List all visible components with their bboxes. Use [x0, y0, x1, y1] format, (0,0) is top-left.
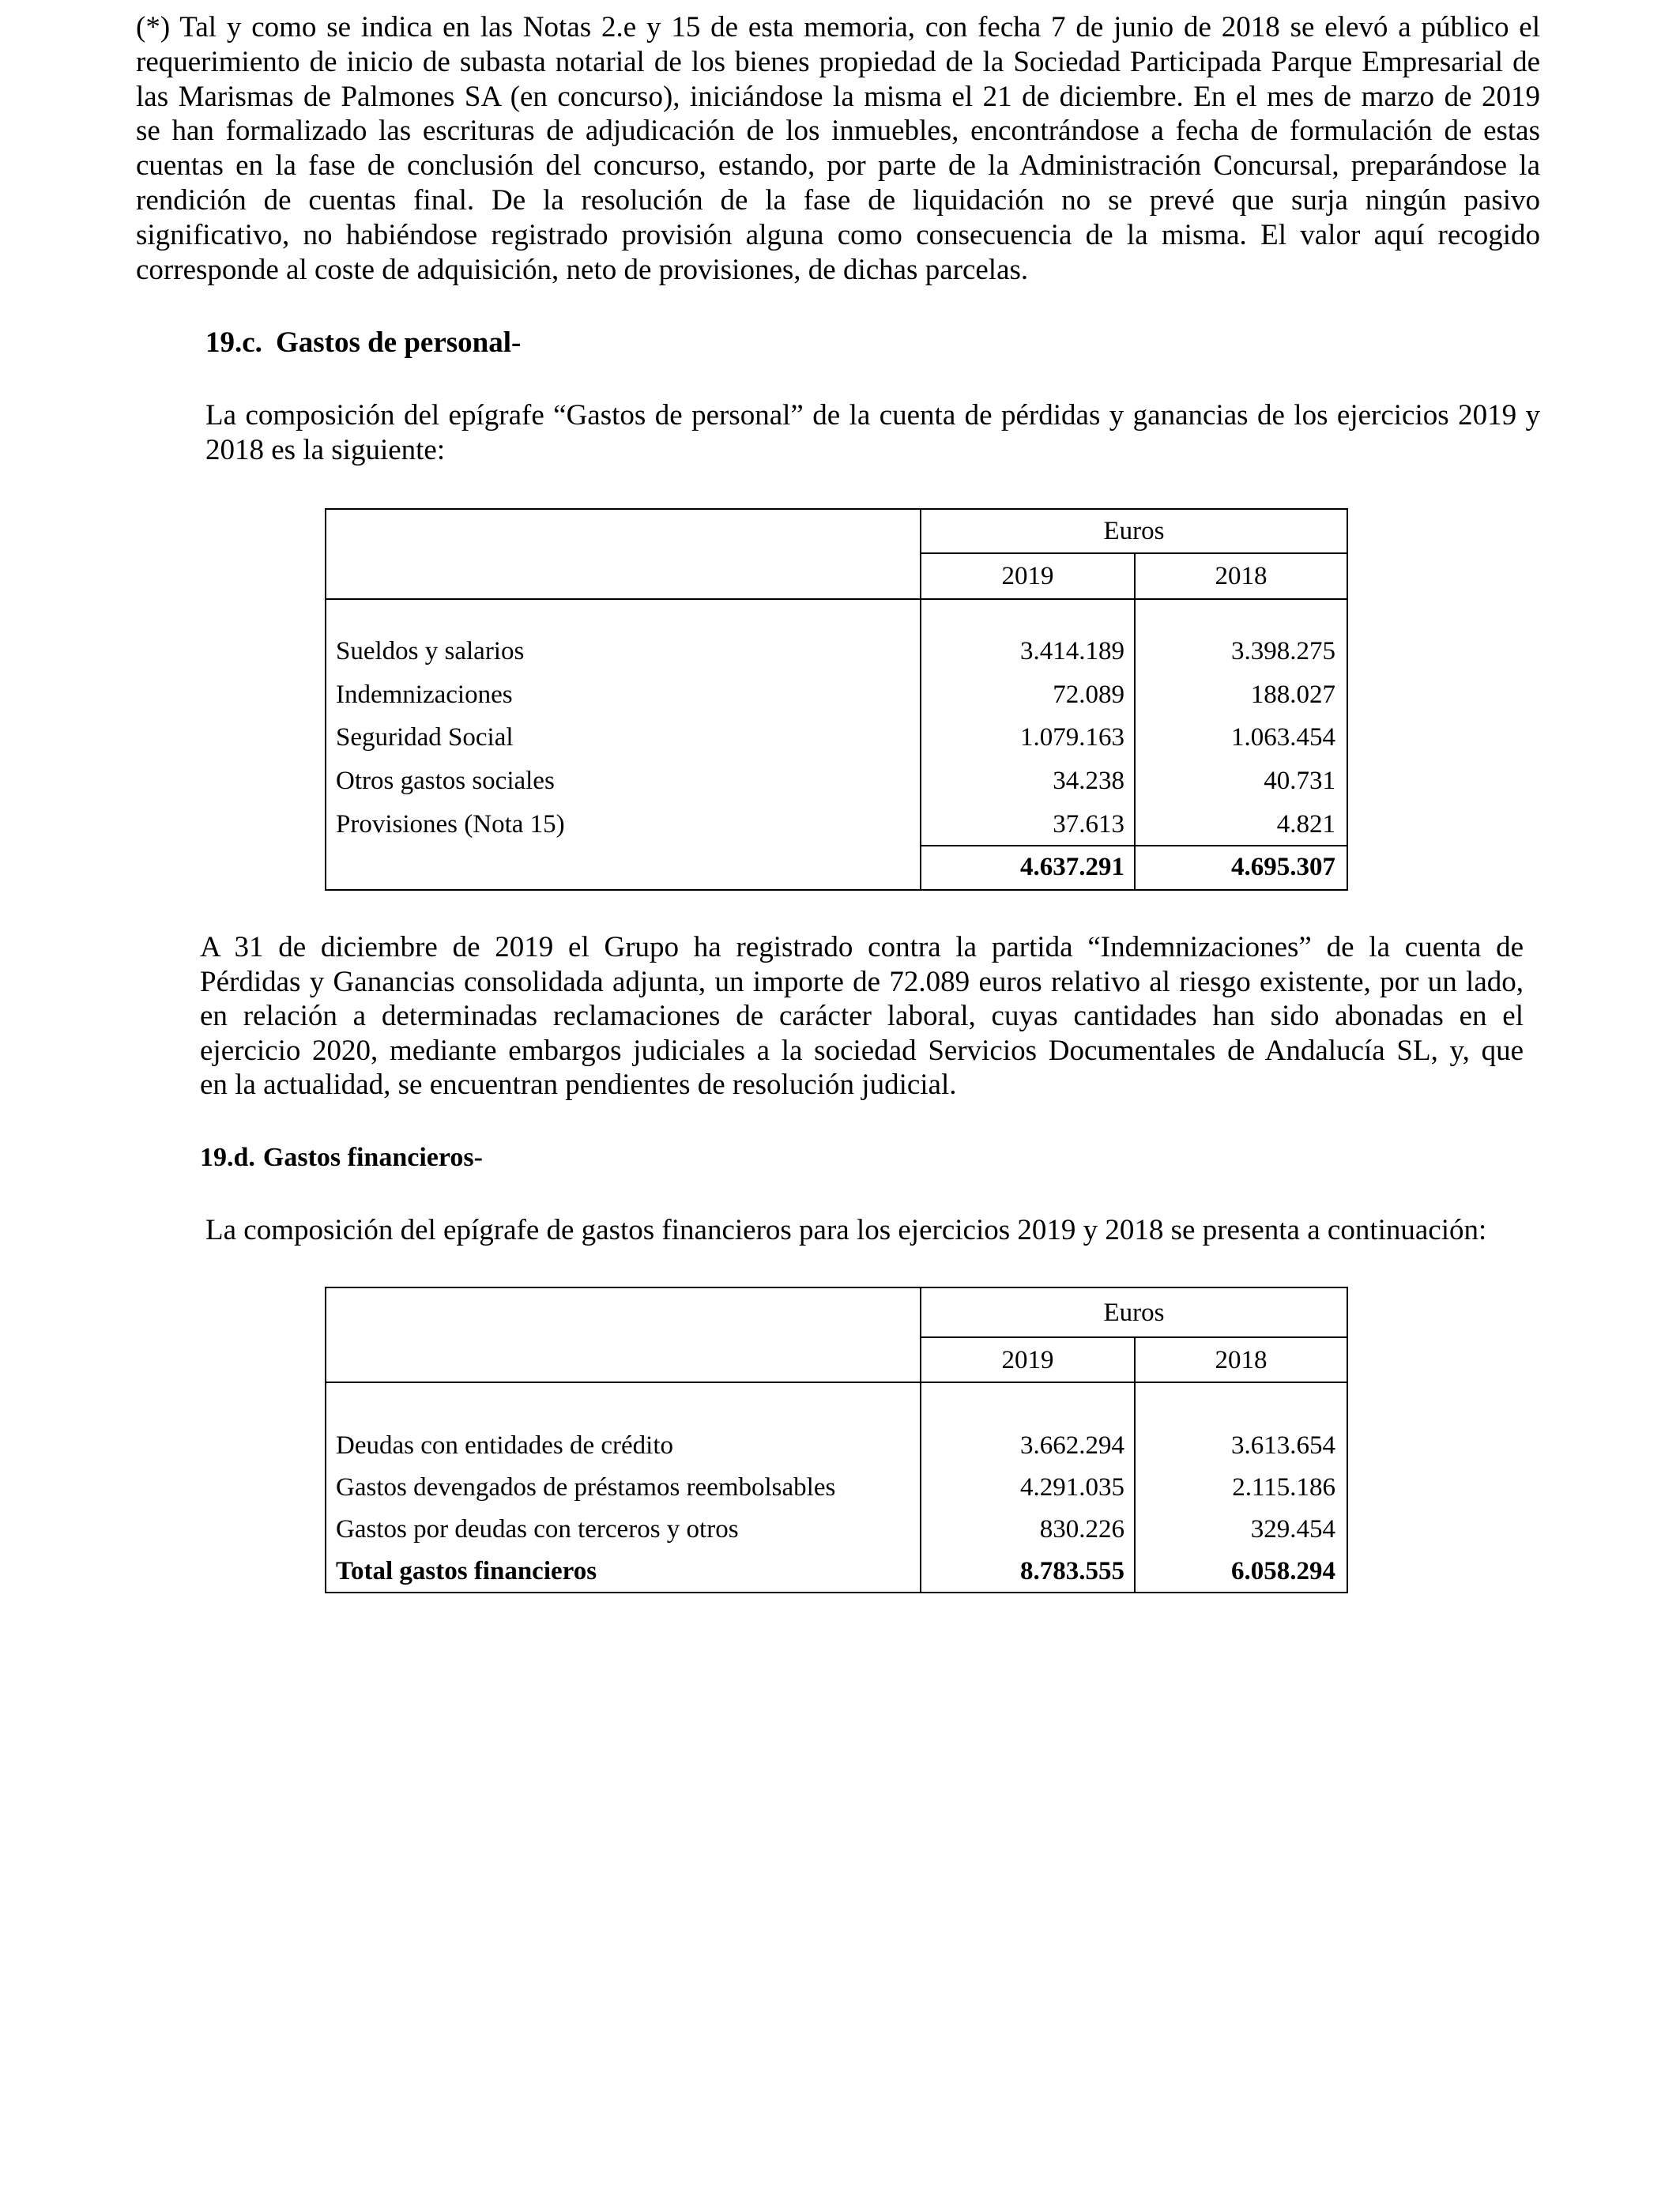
paragraph-line: ejercicio 2020, mediante embargos judiciales a la sociedad Servicios Documentales de Andalucía SL, y, que	[200, 1034, 1524, 1067]
table-body	[326, 630, 1347, 889]
paragraph-line: las Marismas de Palmones SA (en concurso), iniciándose la misma el 21 de diciembre. En el mes de marzo de 2019	[136, 80, 1540, 113]
value-2019: 1.079.163	[1020, 723, 1124, 752]
value-2019: 37.613	[1053, 809, 1124, 839]
paragraph-line: cuentas en la fase de conclusión del concurso, estando, por parte de la Administración Concursal, preparándose la	[136, 149, 1540, 183]
currency-header: Euros	[1103, 517, 1165, 545]
value-2019: 830.226	[1039, 1514, 1124, 1544]
value-2018: 3.613.654	[1231, 1431, 1335, 1460]
table-row	[326, 760, 1347, 803]
value-2019: 3.414.189	[1020, 637, 1124, 666]
table-rule	[326, 1382, 1347, 1383]
paragraph-line: corresponde al coste de adquisición, neto de provisiones, de dichas parcelas.	[136, 253, 1029, 286]
personnel-expenses-table	[325, 508, 1348, 891]
section-number: 19.d.	[200, 1143, 255, 1172]
total-2018: 6.058.294	[1231, 1557, 1335, 1586]
financial-expenses-table	[325, 1287, 1348, 1593]
value-2018: 40.731	[1264, 767, 1335, 796]
footnote-paragraph	[136, 10, 1540, 287]
table-row	[326, 802, 1347, 846]
table-rule	[326, 598, 1347, 600]
paragraph-line: se han formalizado las escrituras de adjudicación de los inmuebles, encontrándose a fecha de formulación de estas	[136, 115, 1540, 148]
paragraph-line: en relación a determinadas reclamaciones de carácter laboral, cuyas cantidades han sido abonadas en el	[200, 1000, 1524, 1032]
year-header-2018: 2018	[1215, 1345, 1268, 1374]
value-2018: 1.063.454	[1231, 723, 1335, 752]
total-2018: 4.695.307	[1231, 853, 1335, 882]
paragraph-line: 2018 es la siguiente:	[205, 434, 446, 466]
section-intro	[205, 398, 1540, 468]
row-label: Indemnizaciones	[336, 680, 513, 709]
row-label: Gastos por deudas con terceros y otros	[336, 1514, 739, 1544]
total-row	[326, 846, 1347, 889]
section-title: Gastos de personal-	[275, 326, 522, 359]
paragraph-line: La composición del epígrafe “Gastos de personal” de la cuenta de pérdidas y ganancias de los ejercicios 2019 y	[205, 399, 1540, 432]
value-2019: 3.662.294	[1020, 1431, 1124, 1460]
indemnities-note	[200, 930, 1524, 1103]
table-row	[326, 673, 1347, 717]
row-label: Otros gastos sociales	[336, 767, 555, 796]
section-heading	[200, 1142, 483, 1174]
section-title: Gastos financieros-	[262, 1143, 483, 1172]
value-2018: 4.821	[1276, 809, 1335, 839]
total-2019: 4.637.291	[1020, 853, 1124, 882]
value-2018: 188.027	[1250, 680, 1335, 709]
section-intro: La composición del epígrafe de gastos financieros para los ejercicios 2019 y 2018 se presenta a continuación:	[205, 1214, 1487, 1246]
section-number: 19.c.	[205, 326, 262, 359]
year-header-2018: 2018	[1215, 562, 1268, 590]
currency-header: Euros	[1103, 1298, 1165, 1327]
value-2019: 4.291.035	[1020, 1472, 1124, 1502]
value-2019: 34.238	[1053, 767, 1124, 796]
row-label: Sueldos y salarios	[336, 637, 525, 666]
paragraph-line: A 31 de diciembre de 2019 el Grupo ha registrado contra la partida “Indemnizaciones” de la cuenta de	[200, 931, 1524, 963]
year-header-2019: 2019	[1001, 1345, 1054, 1374]
table-row	[326, 1424, 1347, 1466]
table-body	[326, 1424, 1347, 1593]
section-heading	[205, 326, 521, 360]
total-2019: 8.783.555	[1020, 1557, 1124, 1586]
value-2019: 72.089	[1053, 680, 1124, 709]
table-row	[326, 630, 1347, 673]
row-label: Total gastos financieros	[336, 1557, 597, 1586]
paragraph-line: rendición de cuentas final. De la resolución de la fase de liquidación no se prevé que surja ningún pasivo	[136, 183, 1540, 217]
year-header-2019: 2019	[1001, 562, 1054, 590]
paragraph-line: Pérdidas y Ganancias consolidada adjunta, un importe de 72.089 euros relativo al riesgo existente, por un lado,	[200, 965, 1524, 998]
value-2018: 3.398.275	[1231, 637, 1335, 666]
table-row	[326, 1466, 1347, 1508]
row-label: Provisiones (Nota 15)	[336, 809, 565, 839]
total-row	[326, 1551, 1347, 1593]
row-label: Deudas con entidades de crédito	[336, 1431, 674, 1460]
paragraph-line: requerimiento de inicio de subasta notarial de los bienes propiedad de la Sociedad Participada Parque Empresarial de	[136, 45, 1540, 78]
value-2018: 2.115.186	[1232, 1472, 1335, 1502]
table-row	[326, 1508, 1347, 1550]
value-2018: 329.454	[1250, 1514, 1335, 1544]
row-label: Seguridad Social	[336, 723, 514, 752]
paragraph-line: significativo, no habiéndose registrado provisión alguna como consecuencia de la misma. El valor aquí recogido	[136, 218, 1540, 251]
paragraph-line: (*) Tal y como se indica en las Notas 2.e y 15 de esta memoria, con fecha 7 de junio de 2018 se elevó a público el	[136, 11, 1540, 43]
paragraph-line: en la actualidad, se encuentran pendientes de resolución judicial.	[200, 1069, 957, 1101]
row-label: Gastos devengados de préstamos reembolsables	[336, 1472, 836, 1502]
table-row	[326, 716, 1347, 760]
